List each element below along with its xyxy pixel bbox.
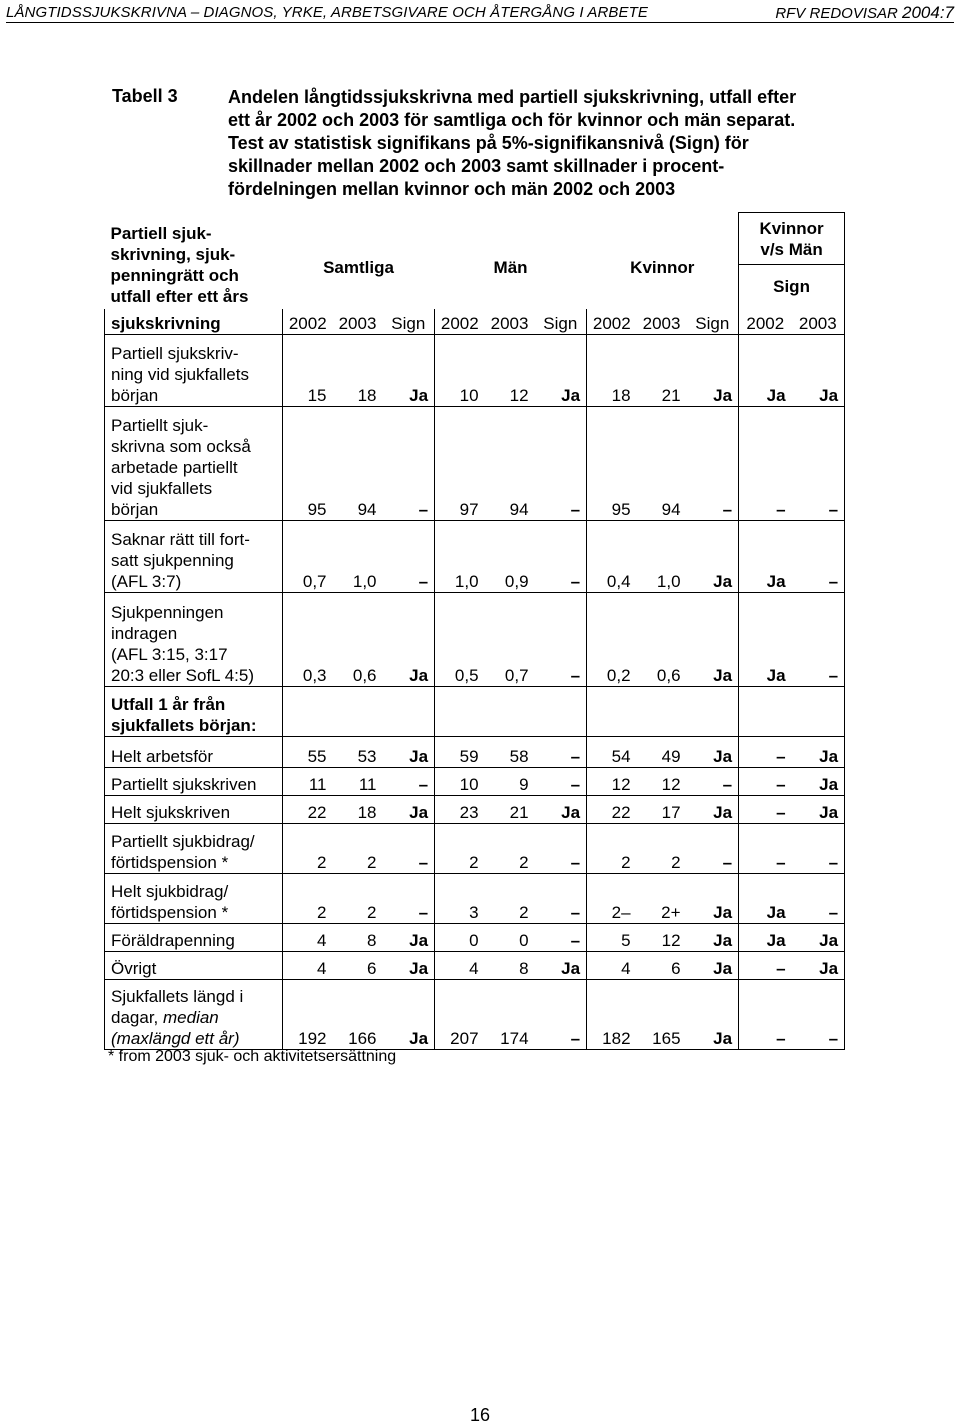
table-cell: 192 [283, 980, 333, 1050]
table-row [105, 980, 845, 1050]
empty-cell [792, 687, 845, 737]
table-row [105, 796, 845, 824]
table-row [105, 824, 845, 874]
table-cell: 49 [637, 737, 687, 768]
running-header-report [775, 3, 954, 23]
row-label [105, 924, 283, 952]
table-cell: 165 [637, 980, 687, 1050]
table-cell: 18 [333, 335, 383, 407]
table-cell: 1,0 [637, 521, 687, 593]
table-cell: 2 [435, 824, 485, 874]
empty-cell [435, 687, 485, 737]
table-cell: 2 [587, 824, 637, 874]
table-cell: – [792, 407, 845, 521]
table-cell: – [535, 737, 587, 768]
row-label-line: dagar, median [111, 1008, 219, 1027]
row-label [105, 335, 283, 407]
empty-cell [535, 687, 587, 737]
table-cell: 8 [485, 952, 535, 980]
row-label-line: Partiellt sjukskriven [111, 775, 257, 794]
row-label-line: Partiellt sjuk- [111, 416, 209, 435]
table-cell: 18 [587, 335, 637, 407]
table-cell: Ja [687, 737, 739, 768]
table-cell: 15 [283, 335, 333, 407]
row-label-line: förtidspension * [111, 853, 229, 872]
table-cell: 22 [587, 796, 637, 824]
caption-line: fördelningen mellan kvinnor och män 2002 och 2003 [228, 179, 676, 199]
table-cell: Ja [792, 952, 845, 980]
table-cell: 3 [435, 874, 485, 924]
row-label [105, 952, 283, 980]
table-cell: – [739, 737, 792, 768]
empty-cell [739, 687, 792, 737]
table-cell: 4 [435, 952, 485, 980]
table-cell: 18 [333, 796, 383, 824]
table-cell: 12 [485, 335, 535, 407]
table-cell: – [535, 924, 587, 952]
table-cell: – [383, 768, 435, 796]
table-cell: Ja [383, 737, 435, 768]
group-samtliga: Samtliga [323, 258, 394, 277]
row-label [105, 593, 283, 687]
table-cell: Ja [535, 796, 587, 824]
report-series: RFV REDOVISAR [775, 5, 902, 22]
table-cell: 0 [435, 924, 485, 952]
running-header-title: LÅNGTIDSSJUKSKRIVNA – DIAGNOS, YRKE, ARBETSGIVARE OCH ÅTERGÅNG I ARBETE [6, 4, 648, 21]
table-cell: Ja [383, 796, 435, 824]
table-cell: 0,5 [435, 593, 485, 687]
row-label-line: Helt arbetsför [111, 747, 214, 766]
table-cell: 94 [485, 407, 535, 521]
row-label [105, 407, 283, 521]
row-label-line: Helt sjukbidrag/ [111, 882, 229, 901]
row-label-line: skrivna som också [111, 437, 251, 456]
table-cell: Ja [383, 980, 435, 1050]
table-caption [228, 86, 858, 201]
table-row [105, 952, 845, 980]
table-cell: 2– [587, 874, 637, 924]
table-cell: Ja [687, 952, 739, 980]
table-cell: Ja [535, 952, 587, 980]
row-label [105, 737, 283, 768]
caption-line: Andelen långtidssjukskrivna med partiell sjukskrivning, utfall efter [228, 87, 797, 107]
table-cell: Ja [792, 768, 845, 796]
empty-cell [687, 687, 739, 737]
row-label [105, 768, 283, 796]
table-cell: – [739, 407, 792, 521]
table-cell: – [792, 593, 845, 687]
table-cell: 12 [637, 768, 687, 796]
table-cell: 2 [333, 874, 383, 924]
row-label-line: vid sjukfallets [111, 479, 213, 498]
row-label [105, 796, 283, 824]
table-cell: 0,7 [485, 593, 535, 687]
table-cell: – [792, 824, 845, 874]
section-label-line: sjukfallets början: [111, 716, 257, 735]
table-cell: 0,2 [587, 593, 637, 687]
table-cell: 8 [333, 924, 383, 952]
table-cell: 11 [283, 768, 333, 796]
table-cell: 2 [485, 874, 535, 924]
table-cell: 6 [333, 952, 383, 980]
table-cell: Ja [687, 335, 739, 407]
caption-line: skillnader mellan 2002 och 2003 samt skillnader i procent- [228, 156, 725, 176]
table-row [105, 768, 845, 796]
section-label-line: Utfall 1 år från [111, 695, 226, 714]
col-man-2003: 2003 [485, 309, 535, 335]
table-cell: 1,0 [435, 521, 485, 593]
footnote: * from 2003 sjuk- och aktivitetsersättning [108, 1048, 397, 1065]
table-cell: 95 [283, 407, 333, 521]
table-cell: – [687, 768, 739, 796]
table-cell: – [383, 824, 435, 874]
table-cell: Ja [535, 335, 587, 407]
table-cell: 174 [485, 980, 535, 1050]
table-row [105, 335, 845, 407]
table-cell: – [687, 407, 739, 521]
table-cell: Ja [792, 335, 845, 407]
table-cell: 182 [587, 980, 637, 1050]
row-label-line: satt sjukpenning [111, 551, 234, 570]
running-header [6, 2, 954, 23]
table-row [105, 521, 845, 593]
table-cell: Ja [792, 737, 845, 768]
report-number: 2004:7 [902, 3, 954, 22]
row-label-line: Partiellt sjukbidrag/ [111, 832, 255, 851]
kvm-line: v/s Män [760, 239, 823, 259]
row-label-line: Sjukpenningen [111, 603, 224, 622]
section-row [105, 687, 845, 737]
table-cell: 12 [587, 768, 637, 796]
empty-cell [283, 687, 333, 737]
row-label-line: Partiell sjukskriv- [111, 344, 239, 363]
table-cell: 166 [333, 980, 383, 1050]
row-label-italic: (maxlängd ett år) [111, 1029, 240, 1048]
table-cell: 59 [435, 737, 485, 768]
table-label: Tabell 3 [112, 86, 178, 106]
col-kvm-2003: 2003 [792, 309, 845, 335]
table-cell: Ja [739, 924, 792, 952]
table-cell: Ja [687, 521, 739, 593]
row-label [105, 980, 283, 1050]
table-cell: 17 [637, 796, 687, 824]
col-man-2002: 2002 [435, 309, 485, 335]
statistics-table [104, 212, 845, 1050]
table-cell: 4 [283, 924, 333, 952]
table-cell: Ja [792, 796, 845, 824]
table-cell: Ja [383, 335, 435, 407]
table-cell: 94 [333, 407, 383, 521]
table-cell: 94 [637, 407, 687, 521]
table-cell: – [792, 874, 845, 924]
table-cell: 97 [435, 407, 485, 521]
table-cell: 22 [283, 796, 333, 824]
table-cell: – [739, 952, 792, 980]
table-cell: 4 [587, 952, 637, 980]
caption-line: Test av statistisk signifikans på 5%-signifikansnivå (Sign) för [228, 133, 749, 153]
col-kvinnor-sign: Sign [687, 309, 739, 335]
table-cell: 0,4 [587, 521, 637, 593]
empty-cell [333, 687, 383, 737]
table-cell: 0,6 [637, 593, 687, 687]
table-cell: 0 [485, 924, 535, 952]
stub-header-last: sjukskrivning [105, 309, 283, 335]
table-cell: – [739, 980, 792, 1050]
row-label-line: Sjukfallets längd i [111, 987, 244, 1006]
empty-cell [485, 687, 535, 737]
page-number: 16 [469, 1405, 491, 1425]
row-label-line: Övrigt [111, 959, 157, 978]
table-cell: – [739, 768, 792, 796]
table-cell: 9 [485, 768, 535, 796]
table-cell: 2 [333, 824, 383, 874]
group-kvinnor-vs-man [739, 213, 845, 265]
col-samtliga-2003: 2003 [333, 309, 383, 335]
row-label [105, 824, 283, 874]
kvm-line: Kvinnor [759, 218, 824, 238]
stub-header: Partiell sjuk- skrivning, sjuk- penningrätt och utfall efter ett års [110, 223, 249, 306]
caption-line: ett år 2002 och 2003 för samtliga och för kvinnor och män separat. [228, 110, 796, 130]
table-cell: Ja [687, 593, 739, 687]
table-cell: – [535, 980, 587, 1050]
table-cell: Ja [687, 980, 739, 1050]
table-cell: Ja [687, 924, 739, 952]
table-cell: 5 [587, 924, 637, 952]
table-cell: Ja [739, 874, 792, 924]
table-cell: – [792, 980, 845, 1050]
table-cell: 53 [333, 737, 383, 768]
table-cell: 21 [485, 796, 535, 824]
table-cell: 2 [283, 874, 333, 924]
col-samtliga-sign: Sign [383, 309, 435, 335]
table-row [105, 874, 845, 924]
row-label [105, 874, 283, 924]
table-cell: Ja [739, 521, 792, 593]
table-row [105, 407, 845, 521]
table-cell: 0,9 [485, 521, 535, 593]
row-label-line: början [111, 500, 159, 519]
table-cell: – [535, 874, 587, 924]
table-cell: 2+ [637, 874, 687, 924]
table-cell: 12 [637, 924, 687, 952]
table-cell: – [739, 796, 792, 824]
row-label [105, 521, 283, 593]
table-cell: 55 [283, 737, 333, 768]
col-kvinnor-2003: 2003 [637, 309, 687, 335]
row-label-line: indragen [111, 624, 178, 643]
table-cell: 0,6 [333, 593, 383, 687]
table-cell: – [687, 824, 739, 874]
table-cell: – [535, 768, 587, 796]
row-label-line: (AFL 3:7) [111, 572, 182, 591]
table-cell: – [535, 824, 587, 874]
table-cell: Ja [383, 924, 435, 952]
group-man: Män [493, 258, 528, 277]
table-row [105, 737, 845, 768]
table-cell: Ja [687, 796, 739, 824]
col-man-sign: Sign [535, 309, 587, 335]
row-label-line: förtidspension * [111, 903, 229, 922]
table-cell: – [535, 593, 587, 687]
table-cell: Ja [383, 593, 435, 687]
table-cell: 207 [435, 980, 485, 1050]
table-cell: 10 [435, 768, 485, 796]
row-label-line: arbetade partiellt [111, 458, 238, 477]
table-cell: Ja [739, 593, 792, 687]
table-cell: 0,7 [283, 521, 333, 593]
table-cell: 4 [283, 952, 333, 980]
table-cell: Ja [792, 924, 845, 952]
table-cell: 95 [587, 407, 637, 521]
row-label-line: början [111, 386, 159, 405]
row-label-line: Helt sjukskriven [111, 803, 231, 822]
table-cell: – [739, 824, 792, 874]
row-label-line: Saknar rätt till fort- [111, 530, 250, 549]
col-kvm-2002: 2002 [739, 309, 792, 335]
col-samtliga-2002: 2002 [283, 309, 333, 335]
table-cell: 6 [637, 952, 687, 980]
table-cell: 1,0 [333, 521, 383, 593]
kvm-sign-header: Sign [739, 265, 845, 309]
row-label-line: 20:3 eller SofL 4:5) [111, 666, 255, 685]
empty-cell [383, 687, 435, 737]
row-label-line: Föräldrapenning [111, 931, 235, 950]
row-label-italic: median [163, 1008, 219, 1027]
col-kvinnor-2002: 2002 [587, 309, 637, 335]
table-cell: 23 [435, 796, 485, 824]
table-cell: Ja [739, 335, 792, 407]
table-cell: – [383, 407, 435, 521]
row-label-line: (AFL 3:15, 3:17 [111, 645, 228, 664]
group-kvinnor: Kvinnor [630, 258, 695, 277]
section-label [105, 687, 283, 737]
table-cell: 21 [637, 335, 687, 407]
row-label-line: ning vid sjukfallets [111, 365, 249, 384]
table-cell: 2 [485, 824, 535, 874]
table-cell: 2 [637, 824, 687, 874]
table-cell: 58 [485, 737, 535, 768]
empty-cell [587, 687, 637, 737]
table-cell: – [383, 874, 435, 924]
table-cell: 10 [435, 335, 485, 407]
table-cell: – [792, 521, 845, 593]
table-cell: 11 [333, 768, 383, 796]
table-cell: 2 [283, 824, 333, 874]
table-row [105, 593, 845, 687]
table-cell: – [535, 521, 587, 593]
table-row [105, 924, 845, 952]
table-cell: – [383, 521, 435, 593]
table-cell: Ja [687, 874, 739, 924]
empty-cell [637, 687, 687, 737]
table-cell: 0,3 [283, 593, 333, 687]
table-cell: 54 [587, 737, 637, 768]
table-cell: Ja [383, 952, 435, 980]
table-cell: – [535, 407, 587, 521]
